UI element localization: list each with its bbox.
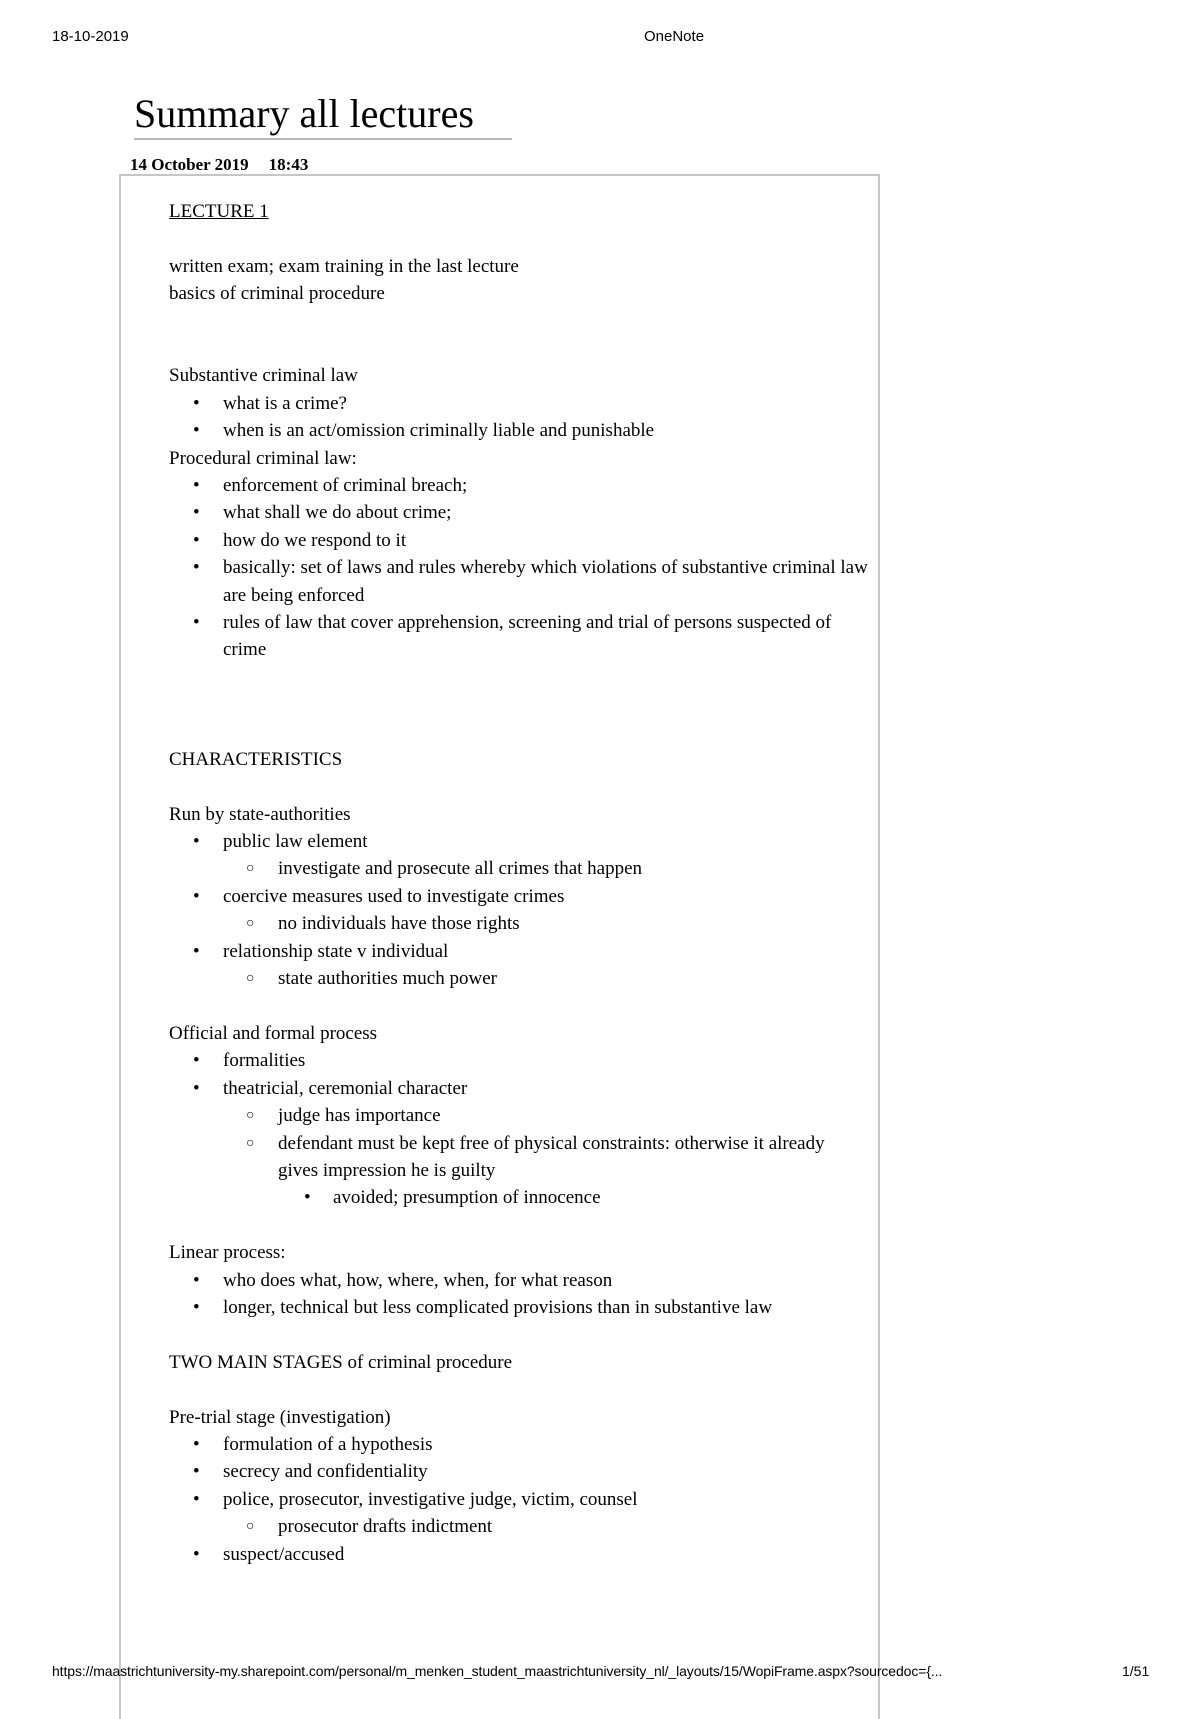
list-item: • formulation of a hypothesis — [169, 1431, 869, 1458]
sub-list-item: ○ investigate and prosecute all crimes that happen — [169, 855, 869, 882]
page-time: 18:43 — [268, 155, 309, 174]
bullet-list — [169, 1047, 869, 1211]
section-heading: Substantive criminal law — [169, 365, 358, 387]
source-url: https://maastrichtuniversity-my.sharepoint.com/personal/m_menken_student_maastrichtuniversity_nl/_layouts/15/WopiFrame.aspx?sourcedoc={... — [52, 1663, 943, 1679]
page-date: 14 October 2019 — [130, 155, 249, 174]
print-date: 18-10-2019 — [52, 28, 129, 45]
list-item: • formalities — [169, 1047, 869, 1074]
bullet-list — [169, 1267, 869, 1322]
note-content — [169, 198, 869, 1568]
section-heading: Run by state-authorities — [169, 803, 351, 825]
list-item: • when is an act/omission criminally liable and punishable — [169, 417, 869, 444]
list-item: • relationship state v individual — [169, 938, 869, 965]
section-heading: Linear process: — [169, 1242, 286, 1264]
intro-line: written exam; exam training in the last lecture — [169, 255, 519, 277]
sub-sub-list-item: • avoided; presumption of innocence — [169, 1184, 869, 1211]
list-item: • suspect/accused — [169, 1541, 869, 1568]
list-item: • basically: set of laws and rules whereby which violations of substantive criminal law are being enforced — [169, 554, 869, 609]
list-item: • theatricial, ceremonial character — [169, 1075, 869, 1102]
list-item: • enforcement of criminal breach; — [169, 472, 869, 499]
list-item: • rules of law that cover apprehension, screening and trial of persons suspected of crime — [169, 609, 869, 664]
page-timestamp — [130, 155, 308, 175]
bullet-list — [169, 1431, 869, 1568]
sub-list-item: ○ judge has importance — [169, 1102, 869, 1129]
app-name: OneNote — [644, 28, 705, 45]
section-heading: Official and formal process — [169, 1022, 378, 1044]
list-item: • secrecy and confidentiality — [169, 1458, 869, 1485]
list-item: • longer, technical but less complicated provisions than in substantive law — [169, 1294, 869, 1321]
list-item: • police, prosecutor, investigative judge, victim, counsel — [169, 1486, 869, 1513]
list-item: • what shall we do about crime; — [169, 499, 869, 526]
list-item: • coercive measures used to investigate crimes — [169, 883, 869, 910]
list-item: • how do we respond to it — [169, 527, 869, 554]
characteristics-heading: CHARACTERISTICS — [169, 748, 343, 770]
page-number: 1/51 — [1122, 1663, 1150, 1679]
title-underline — [134, 138, 512, 140]
list-item: • what is a crime? — [169, 390, 869, 417]
sub-list-item: ○ defendant must be kept free of physical constraints: otherwise it already gives impression he is guilty — [169, 1130, 869, 1185]
bullet-list — [169, 828, 869, 992]
bullet-list — [169, 472, 869, 664]
stages-heading: TWO MAIN STAGES of criminal procedure — [169, 1351, 513, 1373]
intro-line: basics of criminal procedure — [169, 283, 385, 305]
sub-list-item: ○ state authorities much power — [169, 965, 869, 992]
list-item: • who does what, how, where, when, for what reason — [169, 1267, 869, 1294]
list-item: • public law element — [169, 828, 869, 855]
section-heading: Procedural criminal law: — [169, 447, 357, 469]
section-heading: Pre-trial stage (investigation) — [169, 1406, 391, 1428]
lecture-heading: LECTURE 1 — [169, 201, 269, 222]
page-title: Summary all lectures — [134, 91, 474, 136]
sub-list-item: ○ no individuals have those rights — [169, 910, 869, 937]
sub-list-item: ○ prosecutor drafts indictment — [169, 1513, 869, 1540]
bullet-list — [169, 390, 869, 445]
